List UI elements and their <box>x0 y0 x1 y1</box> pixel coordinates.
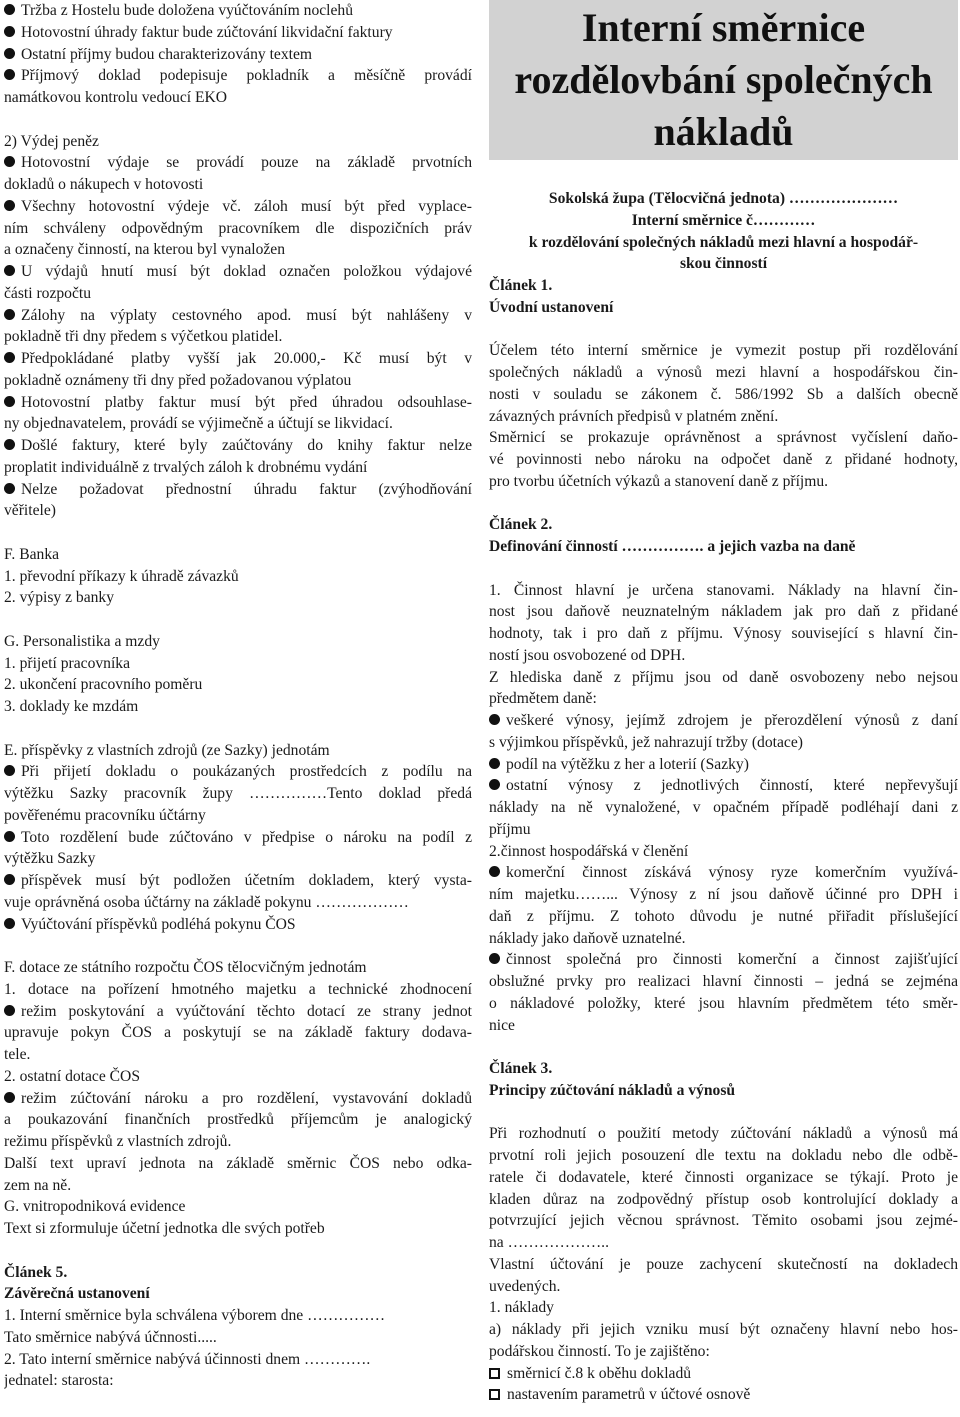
line-text: tele. <box>4 1046 31 1063</box>
bullet-item <box>4 0 472 22</box>
line-text: ratele či dodavatele, které činnosti organizace se týkají. Proto je <box>489 1168 958 1186</box>
line-text: Článek 3. <box>489 1060 553 1077</box>
line-text: Tržba z Hostelu bude doložena vyúčtováním noclehů <box>21 2 354 19</box>
line-text: zem na ně. <box>4 1176 72 1194</box>
text-line <box>489 993 958 1015</box>
line-text: a poukazování finančních prostředků příjemcům je analogický <box>4 1111 472 1129</box>
line-text: náklady na ně vynaložené, v opačném případě podléhají dani z <box>489 799 958 816</box>
text-line <box>4 1196 472 1218</box>
text-line <box>4 587 472 609</box>
line-text: 1. Interní směrnice byla schválena výborem dne …………… <box>4 1307 386 1324</box>
bullet-icon <box>4 156 15 167</box>
line-text: pokladně tři dny předem s výčetkou platidel. <box>4 328 283 346</box>
line-text: předmětem daně: <box>489 690 597 708</box>
text-line <box>4 566 472 588</box>
text-line <box>4 848 472 870</box>
line-text: Článek 1. <box>489 277 553 294</box>
line-text: proplatit individuálně z trvalých záloh k drobnému vydání <box>4 458 368 476</box>
blank-line <box>489 493 958 515</box>
line-text: společných nákladů a výnosů mezi hlavní a hospodářskou čin- <box>489 364 958 381</box>
line-text: věřitele) <box>4 502 56 520</box>
line-text: Úvodní ustanovení <box>489 298 614 316</box>
text-line <box>4 1305 472 1327</box>
text-line <box>4 1262 472 1284</box>
line-text: Vlastní účtování je pouze zachycení skutečností na dokladech <box>489 1255 958 1273</box>
line-text: Hotovostní úhrady faktur bude zúčtování likvidační faktury <box>21 23 393 41</box>
text-line <box>489 210 958 232</box>
bullet-item <box>4 914 472 936</box>
text-line <box>4 1044 472 1066</box>
blank-line <box>4 609 472 631</box>
title-line: Interní směrnice <box>581 5 866 50</box>
text-line <box>489 1015 958 1037</box>
line-text: Sokolská župa (Tělocvičná jednota) ………………… <box>548 190 899 207</box>
text-line <box>489 906 958 928</box>
blank-line <box>489 558 958 580</box>
line-text: činnost společná pro činnosti komerční a činnost zajišťující <box>506 951 958 969</box>
bullet-item <box>4 65 472 87</box>
text-line <box>4 1131 472 1153</box>
text-line <box>4 1349 472 1371</box>
text-line <box>489 841 958 863</box>
line-text: náklady jako daňově uznatelné. <box>489 929 686 947</box>
text-line <box>489 645 958 667</box>
text-line <box>4 1370 472 1392</box>
line-text: E. příspěvky z vlastních zdrojů (ze Sazky) jednotám <box>4 741 330 759</box>
line-text: Zálohy na výplaty cestovného apod. musí být nahlášeny v <box>21 306 472 324</box>
line-text: směrnicí č.8 k oběhu dokladů <box>507 1364 692 1382</box>
text-line <box>489 1341 958 1363</box>
bullet-icon <box>4 69 15 80</box>
line-text: Definování činností ……………. a jejich vazba na daně <box>489 538 856 555</box>
bullet-icon <box>489 714 500 725</box>
blank-line <box>4 718 472 740</box>
line-text: výtěžku Sazky <box>4 850 96 868</box>
line-text: a) náklady při jejich vzniku musí být označeny hlavní nebo hos- <box>489 1321 958 1338</box>
line-text: režimu příspěvků z vlastních zdrojů. <box>4 1133 232 1150</box>
text-line <box>4 413 472 435</box>
line-text: Účelem této interní směrnice je vymezit postup při rozdělování <box>489 342 958 360</box>
bullet-item <box>489 710 958 732</box>
line-text: Došlé faktury, které byly zaúčtovány do knihy faktur nelze <box>21 437 472 454</box>
line-text: části rozpočtu <box>4 284 92 302</box>
checkbox-icon <box>489 1389 500 1400</box>
bullet-item <box>4 479 472 501</box>
text-line <box>489 536 958 558</box>
line-text: namátkovou kontrolu vedoucí EKO <box>4 89 228 106</box>
bullet-item <box>4 261 472 283</box>
text-line <box>489 1058 958 1080</box>
line-text: skou činností <box>679 255 768 273</box>
left-column <box>4 0 472 1392</box>
text-line <box>4 87 472 109</box>
line-text: ny objednavatelem, provádí se výjimečně a účtují se likvidací. <box>4 415 393 433</box>
blank-line <box>4 935 472 957</box>
bullet-icon <box>4 1005 15 1016</box>
blank-line <box>489 319 958 341</box>
text-line <box>489 427 958 449</box>
bullet-icon <box>4 265 15 276</box>
line-text: Článek 2. <box>489 516 553 534</box>
bullet-icon <box>4 396 15 407</box>
text-line <box>4 1153 472 1175</box>
line-text: Směrnicí se prokazuje oprávněnost a správnost vyčíslení daňo- <box>489 429 958 447</box>
text-line <box>489 340 958 362</box>
line-text: nosti v souladu se zákonem č. 586/1992 Sb a dalších obecně <box>489 385 958 403</box>
line-text: o nákladové položky, které jsou hlavním předmětem této směr- <box>489 994 958 1012</box>
line-text: 1. přijetí pracovníka <box>4 654 131 672</box>
line-text: Všechny hotovostní výdeje vč. záloh musí být před vyplace- <box>21 197 472 215</box>
bullet-icon <box>4 874 15 885</box>
checkbox-item <box>489 1363 958 1385</box>
text-line <box>4 1218 472 1240</box>
text-line <box>4 218 472 240</box>
bullet-icon <box>4 483 15 494</box>
blank-line <box>489 1102 958 1124</box>
line-text: pověřenému pracovníku účtárny <box>4 806 206 824</box>
text-line <box>4 326 472 348</box>
text-line <box>489 1123 958 1145</box>
text-line <box>4 370 472 392</box>
line-text: nastavením parametrů v účtové osnově <box>507 1386 751 1404</box>
title-line: rozdělovbání společných <box>514 57 933 102</box>
text-line <box>4 957 472 979</box>
text-line <box>4 174 472 196</box>
line-text: upravuje pokyn ČOS a poskytují se na základě faktury dodava- <box>4 1024 472 1042</box>
bullet-item <box>4 1088 472 1110</box>
text-line <box>489 928 958 950</box>
bullet-item <box>4 827 472 849</box>
text-line <box>4 239 472 261</box>
text-line <box>489 1254 958 1276</box>
line-text: Hotovostní platby faktur musí být před úhradou odsouhlase- <box>21 393 472 411</box>
line-text: veškeré výnosy, jejímž zdrojem je přerozdělení výnosů z daní <box>506 712 958 729</box>
blank-line <box>4 522 472 544</box>
line-text: nost jsou daňově neuznatelným nákladem jak pro daň z přidané <box>489 603 958 621</box>
line-text: 2. ukončení pracovního poměru <box>4 676 203 694</box>
line-text: 2. Tato interní směrnice nabývá účinnosti dnem …………. <box>4 1350 371 1368</box>
bullet-item <box>4 152 472 174</box>
text-line <box>4 1066 472 1088</box>
text-line <box>4 805 472 827</box>
line-text: výtěžku Sazky pracovník župy ……………Tento doklad předá <box>4 785 472 802</box>
bullet-icon <box>4 439 15 450</box>
line-text: vuje oprávněná osoba účtárny na základě pokynu ……………… <box>4 893 409 911</box>
text-line <box>489 384 958 406</box>
line-text: podíl na výtěžku z her a loterií (Sazky) <box>506 755 749 773</box>
text-line <box>489 580 958 602</box>
line-text: podářskou činností. To je zajištěno: <box>489 1342 710 1360</box>
text-line <box>4 1109 472 1131</box>
line-text: pro tvorbu účetních výkazů a stanovení daně z příjmu. <box>489 472 829 490</box>
bullet-icon <box>4 918 15 929</box>
text-line <box>4 457 472 479</box>
bullet-icon <box>489 758 500 769</box>
line-text: příspěvek musí být podložen účetním dokladem, který vysta- <box>21 872 472 889</box>
line-text: ním majetku……... Výnosy z ní jsou daňově účinné pro DPH i <box>489 886 958 903</box>
text-line <box>489 667 958 689</box>
line-text: 3. doklady ke mzdám <box>4 698 139 715</box>
text-line <box>4 544 472 566</box>
text-line <box>489 1276 958 1298</box>
line-text: Toto rozdělení bude zúčtováno v předpise o nároku na podíl z <box>21 828 472 846</box>
text-line <box>489 406 958 428</box>
text-line <box>4 783 472 805</box>
text-line <box>4 674 472 696</box>
line-text: ním schváleny odpovědným pracovníkem dle dispozičních práv <box>4 219 472 237</box>
line-text: Hotovostní výdaje se provádí pouze na základě prvotních <box>21 154 472 172</box>
line-text: 2. ostatní dotace ČOS <box>4 1067 140 1085</box>
text-line <box>489 732 958 754</box>
text-line <box>489 971 958 993</box>
line-text: Z hlediska daně z příjmu jsou od daně osvobozeny nebo nejsou <box>489 668 958 686</box>
line-text: 2. výpisy z banky <box>4 589 115 607</box>
line-text: 1. Činnost hlavní je určena stanovami. Náklady na hlavní čin- <box>489 581 958 599</box>
line-text: závazných právních předpisů v platném znění. <box>489 407 779 425</box>
text-line <box>489 1080 958 1102</box>
text-line <box>4 500 472 522</box>
line-text: hodnoty, tak i pro daň z příjmu. Výnosy související s hlavní čin- <box>489 625 958 642</box>
line-text: kladen důraz na zodpovědný přístup osob kontrolující doklady a <box>489 1190 958 1208</box>
text-line <box>489 601 958 623</box>
text-line <box>4 631 472 653</box>
line-text: Článek 5. <box>4 1263 68 1281</box>
bullet-item <box>4 761 472 783</box>
text-line <box>489 1297 958 1319</box>
title-banner <box>489 0 958 160</box>
bullet-icon <box>4 765 15 776</box>
line-text: Text si zformuluje účetní jednotka dle svých potřeb <box>4 1220 325 1237</box>
text-line <box>4 131 472 153</box>
line-text: 1. náklady <box>489 1299 554 1317</box>
bullet-item <box>4 392 472 414</box>
line-text: příjmu <box>489 820 531 838</box>
line-text: režim zúčtování nároku a pro rozdělení, vystavování dokladů <box>21 1089 472 1107</box>
text-line <box>489 688 958 710</box>
line-text: 2.činnost hospodářská v členění <box>489 842 689 860</box>
line-text: Předpokládané platby vyšší jak 20.000,- Kč musí být v <box>21 350 472 367</box>
line-text: Nelze požadovat přednostní úhradu faktur (zvýhodňování <box>21 480 472 498</box>
bullet-item <box>489 754 958 776</box>
bullet-icon <box>4 352 15 363</box>
text-line <box>4 1022 472 1044</box>
bullet-icon <box>4 4 15 15</box>
text-line <box>4 1283 472 1305</box>
checkbox-icon <box>489 1368 500 1379</box>
bullet-icon <box>4 309 15 320</box>
blank-line <box>489 1036 958 1058</box>
line-text: potvrzující jejich věcnou správnost. Těmito osobami jsou zejmé- <box>489 1212 958 1230</box>
line-text: pokladně oznámeny tři dny před požadovanou výplatou <box>4 371 352 389</box>
line-text: 1. převodní příkazy k úhradě závazků <box>4 567 239 585</box>
text-line <box>489 253 958 275</box>
bullet-item <box>489 949 958 971</box>
text-line <box>4 283 472 305</box>
line-text: Další text upraví jednota na základě směrnic ČOS nebo odka- <box>4 1154 472 1172</box>
line-text: k rozdělování společných nákladů mezi hlavní a hospodář- <box>528 233 919 251</box>
line-text: F. dotace ze státního rozpočtu ČOS tělocvičným jednotám <box>4 959 367 976</box>
text-line <box>489 297 958 319</box>
bullet-icon <box>4 831 15 842</box>
text-line <box>4 1175 472 1197</box>
bullet-item <box>4 435 472 457</box>
text-line <box>489 188 958 210</box>
line-text: U výdajů hnutí musí být doklad označen položkou výdajové <box>21 263 472 280</box>
text-line <box>489 362 958 384</box>
title-line: nákladů <box>653 109 794 154</box>
text-line <box>4 653 472 675</box>
line-text: Při rozhodnutí o použití metody zúčtování nákladů a výnosů má <box>489 1125 958 1143</box>
text-line <box>489 449 958 471</box>
bullet-item <box>4 870 472 892</box>
bullet-item <box>4 22 472 44</box>
right-column <box>489 0 958 1406</box>
line-text: jednatel: starosta: <box>4 1372 114 1390</box>
text-line <box>489 1145 958 1167</box>
bullet-item <box>489 862 958 884</box>
line-text: vé povinnosti nebo nároku na odpočet daně z přidané hodnoty, <box>489 451 958 468</box>
line-text: prvotní roli jejich posouzení dle textu na dokladu nebo dle odbě- <box>489 1147 958 1164</box>
text-line <box>489 797 958 819</box>
line-text: režim poskytování a vyúčtování těchto dotací ze strany jednot <box>21 1002 472 1020</box>
line-text: daň z příjmu. Z tohoto důvodu je nutné přiřadit příslušející <box>489 907 958 925</box>
line-text: Principy zúčtování nákladů a výnosů <box>489 1081 736 1099</box>
line-text: Závěrečná ustanovení <box>4 1285 150 1303</box>
bullet-icon <box>489 866 500 877</box>
checkbox-item <box>489 1384 958 1406</box>
bullet-item <box>4 44 472 66</box>
text-line <box>489 514 958 536</box>
text-line <box>4 696 472 718</box>
bullet-icon <box>4 48 15 59</box>
bullet-icon <box>489 953 500 964</box>
line-text: F. Banka <box>4 545 60 563</box>
line-text: G. vnitropodniková evidence <box>4 1198 186 1216</box>
text-line <box>489 1189 958 1211</box>
line-text: 2) Výdej peněz <box>4 132 99 150</box>
text-line <box>489 471 958 493</box>
text-line <box>4 979 472 1001</box>
line-text: ostatní výnosy z jednotlivých činností, které nepřevyšují <box>506 777 958 795</box>
line-text: dokladů o nákupech v hotovosti <box>4 176 204 193</box>
bullet-item <box>489 775 958 797</box>
line-text: nice <box>489 1016 515 1034</box>
bullet-item <box>4 305 472 327</box>
line-text: Při přijetí dokladu o poukázaných prostředcích z podílu na <box>21 763 472 781</box>
line-text: Tato směrnice nabývá účnnosti..... <box>4 1328 217 1346</box>
blank-line <box>4 109 472 131</box>
text-line <box>489 1210 958 1232</box>
line-text: uvedených. <box>489 1277 561 1295</box>
right-body <box>489 188 958 1406</box>
bullet-item <box>4 348 472 370</box>
bullet-icon <box>489 779 500 790</box>
text-line <box>4 892 472 914</box>
line-text: na ……………….. <box>489 1234 609 1251</box>
blank-line <box>4 1240 472 1262</box>
line-text: s výjimkou příspěvků, jež nahrazují tržby (dotace) <box>489 733 803 751</box>
bullet-item <box>4 196 472 218</box>
text-line <box>489 884 958 906</box>
line-text: obslužné prvky pro realizaci hlavní činnosti – jedná se zejména <box>489 973 958 990</box>
text-line <box>4 1327 472 1349</box>
bullet-item <box>4 1001 472 1023</box>
text-line <box>489 623 958 645</box>
line-text: Vyúčtování příspěvků podléhá pokynu ČOS <box>21 915 296 933</box>
bullet-icon <box>4 200 15 211</box>
text-line <box>489 819 958 841</box>
text-line <box>489 1167 958 1189</box>
bullet-icon <box>4 26 15 37</box>
bullet-icon <box>4 1092 15 1103</box>
line-text: Příjmový doklad podepisuje pokladník a měsíčně provádí <box>21 67 472 85</box>
text-line <box>489 1319 958 1341</box>
line-text: ností jsou osvobozené od DPH. <box>489 646 686 664</box>
text-line <box>489 275 958 297</box>
line-text: G. Personalistika a mzdy <box>4 632 160 650</box>
line-text: 1. dotace na pořízení hmotného majetku a technické zhodnocení <box>4 980 472 998</box>
line-text: a označeny činností, na kterou byl vynaložen <box>4 241 286 259</box>
text-line <box>489 1232 958 1254</box>
text-line <box>489 232 958 254</box>
line-text: Interní směrnice č………… <box>631 211 816 229</box>
text-line <box>4 740 472 762</box>
line-text: komerční činnost získává výnosy ryze komerčním využívá- <box>506 864 958 882</box>
line-text: Ostatní příjmy budou charakterizovány textem <box>21 45 312 63</box>
